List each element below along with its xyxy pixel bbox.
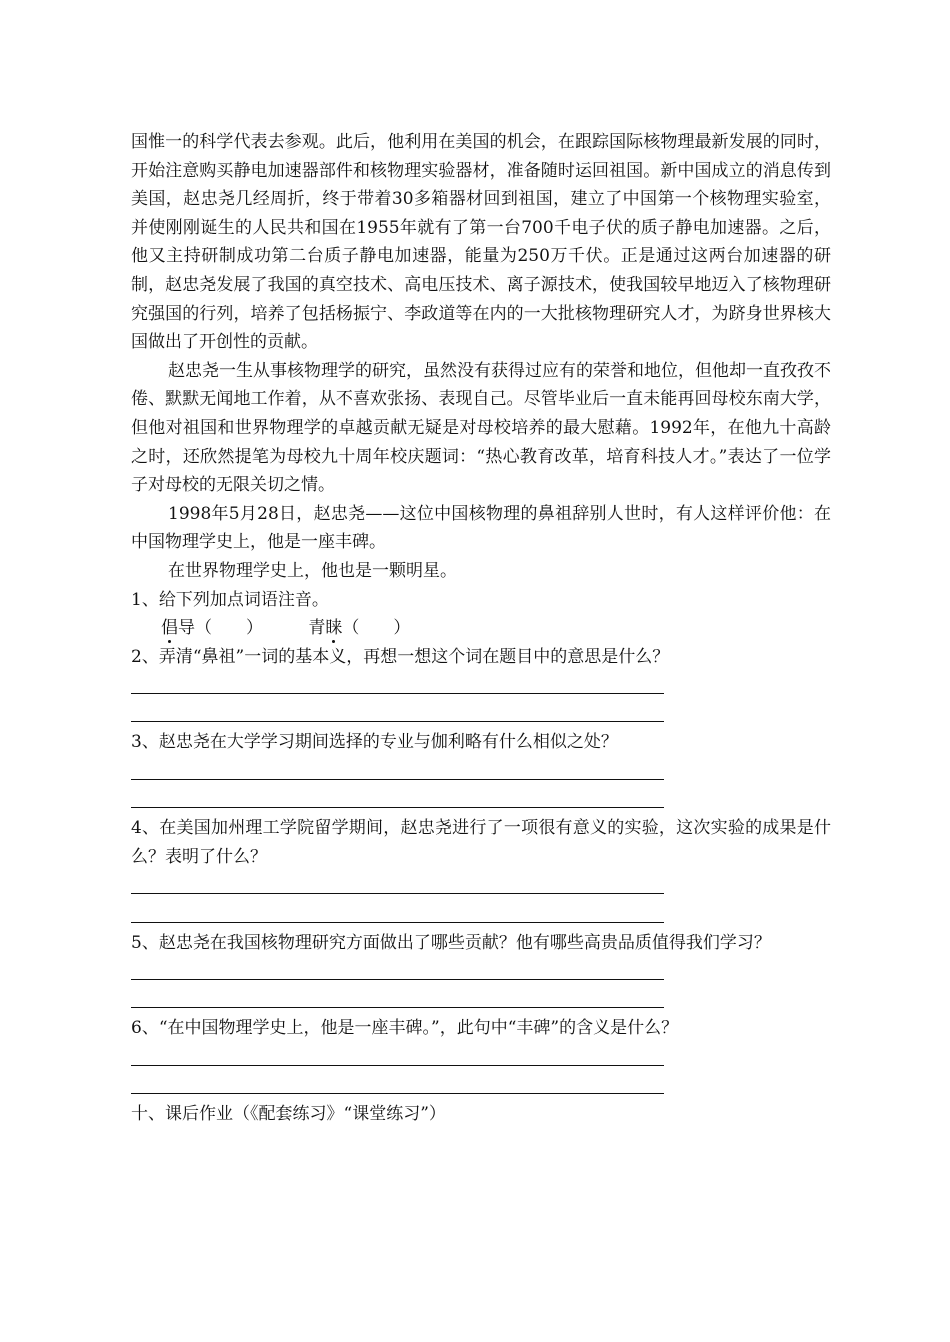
question-4: 4、在美国加州理工学院留学期间，赵忠尧进行了一项很有意义的实验，这次实验的成果是什么？表明了什么？ <box>131 818 831 867</box>
question-5: 5、赵忠尧在我国核物理研究方面做出了哪些贡献？他有哪些高贵品质值得我们学习？ <box>131 932 771 953</box>
worksheet-page <box>131 128 831 1129</box>
pinyin-item-changdao <box>161 614 263 643</box>
answer-line[interactable] <box>131 986 664 1015</box>
answer-line[interactable] <box>131 871 664 900</box>
pinyin-item-qinglai <box>308 614 410 643</box>
article-paragraph-2: 赵忠尧一生从事核物理学的研究，虽然没有获得过应有的荣誉和地位，但他却一直孜孜不倦、默默无闻地工作着，从不喜欢张扬、表现自己。尽管毕业后一直未能再回母校东南大学，但他对祖国和世界物理学的卓越贡献无疑是对母校培养的最大慰藉。1992年，在他九十高龄之时，还欣然提笔为母校九十周年校庆题词：“热心教育改革，培育科技人才。”表达了一位学子对母校的无限关切之情。 <box>131 360 831 496</box>
plain-char: 青 <box>308 618 326 639</box>
pinyin-blank[interactable]: 导（ ） <box>178 618 263 639</box>
answer-line[interactable] <box>131 957 664 986</box>
dotted-char: 睐 <box>325 618 343 639</box>
answer-line[interactable] <box>131 757 664 786</box>
answer-line[interactable] <box>131 671 664 700</box>
answer-line[interactable] <box>131 900 664 929</box>
dotted-char: 倡 <box>161 618 178 639</box>
question-1: 1、给下列加点词语注音。 <box>131 589 329 610</box>
pinyin-blank[interactable]: （ ） <box>342 618 411 639</box>
article-paragraph-3: 1998年5月28日，赵忠尧——这位中国核物理的鼻祖辞别人世时，有人这样评价他：在中国物理学史上，他是一座丰碑。 <box>131 503 831 553</box>
article-paragraph-1: 国惟一的科学代表去参观。此后，他利用在美国的机会，在跟踪国际核物理最新发展的同时，开始注意购买静电加速器部件和核物理实验器材，准备随时运回祖国。新中国成立的消息传到美国，赵忠尧几经周折，终于带着30多箱器材回到祖国，建立了中国第一个核物理实验室，并使刚刚诞生的人民共和国在1955年就有了第一台700千电子伏的质子静电加速器。之后，他又主持研制成功第二台质子静电加速器，能量为250万千伏。正是通过这两台加速器的研制，赵忠尧发展了我国的真空技术、高电压技术、离子源技术，使我国较早地迈入了核物理研究强国的行列，培养了包括杨振宁、李政道等在内的一大批核物理研究人才，为跻身世界核大国做出了开创性的贡献。 <box>131 132 831 353</box>
answer-line[interactable] <box>131 1043 664 1072</box>
answer-line[interactable] <box>131 1072 664 1101</box>
answer-line[interactable] <box>131 786 664 815</box>
answer-line[interactable] <box>131 700 664 729</box>
homework-heading: 十、课后作业（《配套练习》“课堂练习”） <box>131 1104 446 1125</box>
question-3: 3、赵忠尧在大学学习期间选择的专业与伽利略有什么相似之处？ <box>131 732 618 753</box>
question-2: 2、弄清“鼻祖”一词的基本义，再想一想这个词在题目中的意思是什么？ <box>131 646 670 667</box>
pinyin-items <box>161 614 831 643</box>
question-6: 6、“在中国物理学史上，他是一座丰碑。”，此句中“丰碑”的含义是什么？ <box>131 1018 679 1039</box>
article-paragraph-4: 在世界物理学史上，他也是一颗明星。 <box>168 560 457 581</box>
